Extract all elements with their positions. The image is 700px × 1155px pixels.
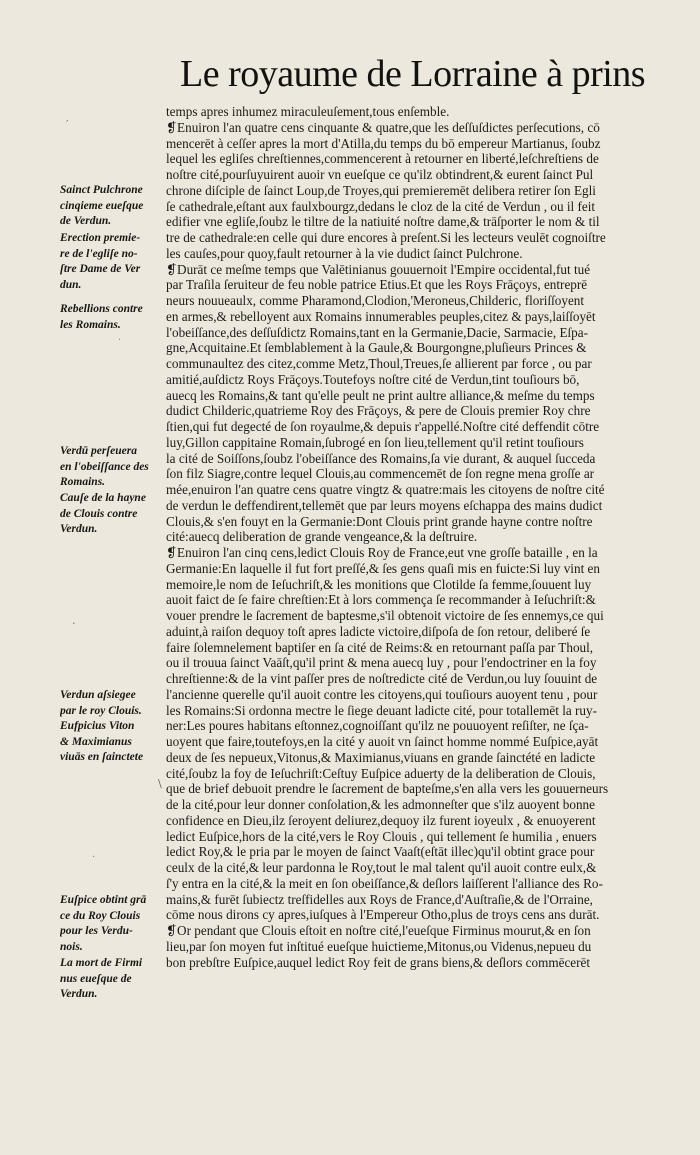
text-line: chrone diſciple de ſainct Loup,de Troyes,qui premieremēt delibera retirer ſon Egli (166, 182, 596, 198)
margin-note-line: nois. (60, 940, 83, 953)
text-line: deux de ſes nepueux,Vitonus,& Maximianus,viuans en grande ſainctété en ladicte (166, 749, 596, 765)
margin-note-line: nus eueſque de (60, 972, 132, 985)
speck-mark: · (92, 852, 96, 863)
text-line: ❡Enuiron l'an quatre cens cinquante & quatre,que les deſſuſdictes perſecutions, cō (166, 119, 600, 135)
text-line: les cauſes,pour quoy,fault retourner à la vie dudict ſainct Pulchrone. (166, 245, 523, 261)
text-line: par Traſila ſeruiteur de feu noble patrice Etius.Et que les Roys Frāçoys, entreprē (166, 277, 588, 293)
margin-note-line: de Verdun. (60, 215, 112, 227)
text-line: mains,& furēt ſubiectz treſfidelles aux Roys de France,d'Auſtraſie,& de l'Orraine, (166, 891, 593, 907)
text-line: chreſtienne:& de la vint paſſer pres de noſtredicte cité de Verdun,ou luy ſouuint de (166, 671, 598, 686)
margin-note-line: Rebellions contre (60, 303, 143, 315)
text-line: faire ſolemnelement baptiſer en ſa cité de Reims:& en retournant paſſa par Thoul, (166, 639, 594, 655)
text-line: mencerēt à ceſſer apres la mort d'Atilla,du temps du bō empereur Martianus, ſoubz (166, 135, 601, 151)
text-line: aduint,à raiſon dequoy toſt apres ladicte victoire,diſpoſa de ſon retour, deliberé ſe (166, 623, 591, 639)
text-line: luy,Gillon cappitaine Romain,ſubrogé en ſon lieu,tellement qu'il retint touſiours (166, 434, 584, 450)
text-line: cité:auecq deliberation de grande vengeance,& la deſtruire. (166, 529, 478, 545)
text-line: confidence en Dieu,ilz ſeroyent deliurez,dequoy ilz furent ioyeulx , & enuoyerent (166, 812, 596, 828)
margin-note-line: viuās en ſainctete (60, 751, 144, 763)
text-line: l'ancienne querelle qu'il auoit contre les citoyens,qui touſiours auoyent tenu , pour (166, 686, 598, 702)
text-line: ❡Durāt ce meſme temps que Valētinianus gouuernoit l'Empire occidental,fut tué (166, 261, 591, 277)
text-line: ledict Roy,& le pria par le moyen de ſainct Vaaſt(eſtāt illec)qu'il obtint grace pour (166, 844, 595, 860)
text-line: amitié,auſdictz Roys Frāçoys.Toutefoys noſtre cité de Verdun,tint touſiours bō, (166, 371, 580, 387)
text-line: neurs nouueaulx, comme Pharamond,Clodion,'Meroneus,Childeric, floriſſoyent (166, 293, 585, 308)
text-line: cōme nous dirons cy apres,iuſques à l'Empereur Otho,plus de troys cens ans durāt. (166, 907, 600, 923)
text-line: uoyent que faire,toutefoys,en la cité y auoit vn ſainct homme nommé Euſpice,ayāt (166, 734, 599, 749)
speck-mark: · (118, 335, 122, 346)
text-line: mée,enuiron l'an quatre cens quatre vingtz & quatre:mais les citoyens de noſtre cité (166, 482, 605, 497)
margin-note-line: les Romains. (60, 318, 121, 331)
margin-note-line: Euſpice obtint grā (60, 894, 147, 906)
text-line: Clouis,& s'en fouyt en la Germanie:Dont Clouis print grande hayne contre noſtre (166, 513, 593, 529)
margin-note-line: re de l'egliſe no- (60, 247, 138, 260)
text-line: communaultez des citez,comme Metz,Thoul,Treues,ſe allierent par force , ou par (166, 356, 592, 371)
text-line: tre de cathedrale:en celle qui dure encores à preſent.Si les lecteurs veulēt cognoiſtre (166, 230, 606, 245)
running-head: Le royaume de Lorraine à prins (180, 53, 646, 95)
text-line: ſ'y entra en la cité,& la meit en ſon obeiſſance,& deſlors laiſſerent l'alliance des Ro- (166, 875, 603, 891)
text-line: que de brief debuoit prendre le ſacrement de bapteſme,s'en alla vers les gouuerneurs (166, 781, 609, 797)
text-line: ner:Les poures habitans eſtonnez,cognoiſſant qu'ilz ne pouuoyent reſiſter, ne ſça- (166, 718, 589, 734)
text-line: lieu,par ſon moyen fut inſtitué eueſque huictieme,Mitonus,ou Videnus,nepueu du (166, 938, 592, 954)
margin-note-line: Romains. (60, 476, 106, 488)
margin-note-line: Verdun. (60, 988, 98, 1000)
text-line: ou il trouua ſainct Vaāſt,qu'il print & mena auecq luy , pour l'endoctriner en la foy (166, 655, 597, 671)
text-line: bon prebſtre Euſpice,auquel ledict Roy feit de grans biens,& deſlors commēcerēt (166, 954, 591, 970)
margin-note-line: Erection premie- (60, 232, 141, 244)
text-line: ledict Euſpice,hors de la cité,vers le Roy Clouis , qui tellement ſe humilia , enuers (166, 828, 597, 844)
margin-note-line: Eufpicius Viton (60, 720, 135, 732)
text-line: lequel les egliſes chreſtiennes,commencerent à retourner en liberté,leſchreſtiens de (166, 151, 599, 167)
margin-note-line: Cauſe de la hayne (60, 492, 146, 504)
margin-note-line: Verdun. (60, 523, 98, 535)
margin-note-line: Sainct Pulchrone (60, 184, 143, 196)
text-line: gne,Acquitaine.Et ſemblablement à la Gaule,& Bourgongne,pluſieurs Princes & (166, 340, 587, 356)
text-line: edifier vne egliſe,ſoubz le tiltre de la natiuité noſtre dame,& trāſporter le nom & til (166, 214, 600, 230)
text-line: en armes,& rebelloyent aux Romains innumerables peuples,citez & pays,laiſſoyēt (166, 308, 596, 324)
margin-note-line: pour les Verdu- (60, 925, 133, 937)
margin-note-line: Verdun aſsiegee (60, 689, 136, 701)
margin-note-line: Verdū perſeuera (60, 445, 137, 457)
text-line: ❡Enuiron l'an cinq cens,ledict Clouis Roy de France,eut vne groſſe bataille , en la (166, 545, 598, 560)
margin-note-line: par le roy Clouis. (60, 704, 142, 717)
speck-mark: ′ (66, 118, 69, 131)
text-line: Germanie:En laquelle il fut fort preſſé,& ſes gens quaſi mis en fuicte:Si luy vint en (166, 560, 600, 576)
speck-mark: · (72, 617, 76, 630)
text-line: memoire,le nom de Ieſuchriſt,& les monitions que Clotilde ſa femme,ſouuent luy (166, 576, 592, 592)
text-line: ſe cathedrale,eſtant aux faulxbourgz,dedans le cloz de la cité de Verdun , ou il feit (166, 198, 596, 214)
text-line: de verdun le deffendirent,tellemēt que par leurs moyens eſchappa des mains dudict (166, 497, 603, 513)
margin-note-line: La mort de Firmi (60, 957, 143, 969)
margin-note-line: ce du Roy Clouis (60, 909, 141, 922)
margin-note-line: de Clouis contre (60, 507, 138, 520)
margin-note-line: en l'obeiſſance des (60, 460, 149, 473)
margin-note-line: ſtre Dame de Ver (60, 263, 141, 275)
text-line: de la cité,pour leur donner conſolation,& les admonneſter que s'ilz auoyent bonne (166, 797, 596, 812)
margin-note-line: cinqieme eueſque (60, 199, 144, 212)
text-line: la cité de Soiſſons,ſoubz l'obeiſſance des Romains,ſa vie durant, & auquel ſucceda (166, 450, 596, 466)
speck-mark: \ (158, 777, 162, 790)
margin-note-line: dun. (60, 278, 82, 291)
text-line: ❡Or pendant que Clouis eſtoit en noſtre cité,l'eueſque Firminus mourut,& en ſon (166, 923, 591, 938)
margin-note-line: & Maximianus (60, 735, 132, 748)
text-line: temps apres inhumez miraculeuſement,tous enſemble. (166, 104, 450, 119)
text-line: ceulx de la cité,& leur pardonna le Roy,tout le mal talent qu'il auoit contre eulx,& (166, 860, 597, 875)
text-line: dudict Childeric,quatrieme Roy des Frāçoys, & pere de Clouis premier Roy chre (166, 403, 591, 419)
text-line: ſtien,qui fut degecté de ſon royaulme,& depuis r'appellé.Noſtre cité deffendit cōtre (166, 419, 600, 434)
text-line: noſtre cité,pourſuyuirent auoir vn eueſque ce qu'ilz obtindrent,& eurent ſainct Pul (166, 167, 594, 182)
text-line: ſon filz Siagre,contre lequel Clouis,au commencemēt de ſon regne mena groſſe ar (166, 466, 595, 482)
text-line: auoit faict de ſe faire chreſtien:Et à lors commença ſe recommander à Ieſuchriſt:& (166, 592, 596, 608)
text-line: auecq les Romains,& tant qu'elle peult ne print aultre alliance,& meſme du temps (166, 387, 595, 403)
text-line: cité,ſoubz la foy de Ieſuchriſt:Ceſtuy Euſpice aduerty de la deliberation de Clouis, (166, 765, 596, 781)
text-line: les Romains:Si ordonna mectre le ſiege deuant ladicte cité, pour totallemēt la ruy- (166, 702, 598, 718)
text-line: l'obeiſſance,des deſſuſdictz Romains,tant en la Germanie,Dacie, Sarmacie, Eſpa- (166, 324, 589, 340)
text-line: vouer prendre le ſacrement de baptesme,s'il obtenoit victoire de ſes ennemys,ce qui (166, 608, 604, 623)
